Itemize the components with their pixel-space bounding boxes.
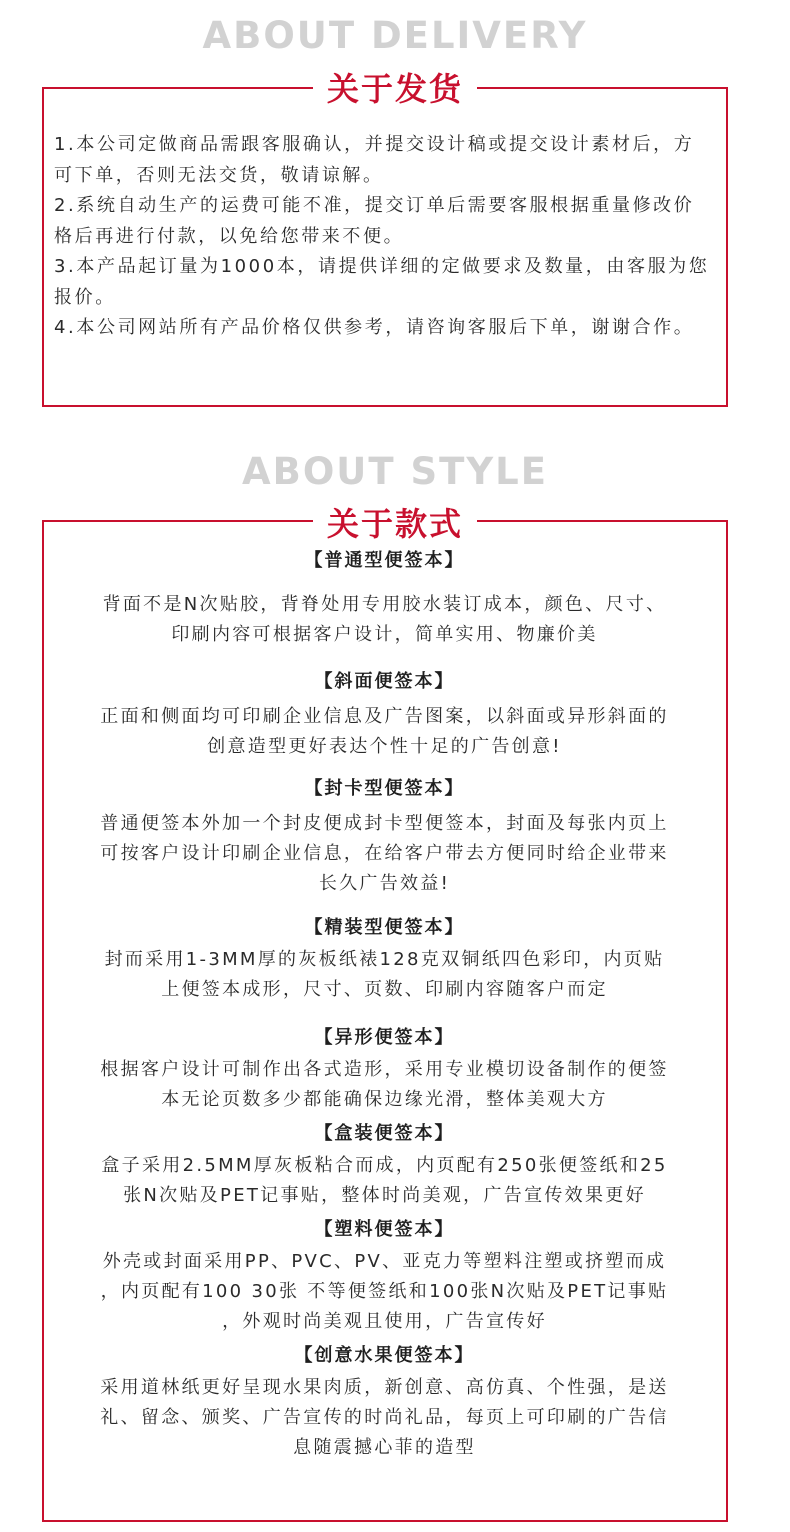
delivery-heading-cn: 关于发货 <box>313 64 477 110</box>
style-item-title: 【普通型便签本】 <box>304 550 465 571</box>
style-item <box>52 1215 717 1337</box>
style-item <box>52 546 717 650</box>
style-item <box>52 1341 717 1463</box>
delivery-item: 4.本公司网站所有产品价格仅供参考，请咨询客服后下单，谢谢合作。 <box>54 317 695 338</box>
style-item-body: 封而采用1-3MM厚的灰板纸裱128克双铜纸四色彩印，内页贴 上便签本成形，尺寸、页数、印刷内容随客户而定 <box>104 949 665 1000</box>
style-item-title: 【盒装便签本】 <box>314 1123 455 1144</box>
style-item-body: 普通便签本外加一个封皮便成封卡型便签本，封面及每张内页上 可按客户设计印刷企业信息，在给客户带去方便同时给企业带来 长久广告效益! <box>100 813 669 894</box>
style-item <box>52 774 717 899</box>
style-item-body: 外壳或封面采用PP、PVC、PV、亚克力等塑料注塑或挤塑而成 ，内页配有100 30张 不等便签纸和100张N次贴及PET记事贴 ，外观时尚美观且使用，广告宣传好 <box>100 1251 669 1332</box>
style-item-body: 背面不是N次贴胶，背脊处用专用胶水装订成本，颜色、尺寸、 印刷内容可根据客户设计，简单实用、物廉价美 <box>102 594 667 645</box>
delivery-item: 1.本公司定做商品需跟客服确认，并提交设计稿或提交设计素材后，方可下单，否则无法交货，敬请谅解。 <box>54 134 695 186</box>
style-item <box>52 667 717 762</box>
style-list <box>52 546 717 1463</box>
style-item <box>52 1119 717 1211</box>
delivery-item: 3.本产品起订量为1000本，请提供详细的定做要求及数量，由客服为您报价。 <box>54 256 710 308</box>
style-heading-cn: 关于款式 <box>313 499 477 545</box>
style-item-title: 【塑料便签本】 <box>314 1219 455 1240</box>
style-item-title: 【斜面便签本】 <box>314 671 455 692</box>
style-heading-en: ABOUT STYLE <box>242 450 548 493</box>
delivery-heading-cn-wrap <box>0 64 790 110</box>
style-item-title: 【创意水果便签本】 <box>294 1345 475 1366</box>
style-item-title: 【异形便签本】 <box>314 1027 455 1048</box>
style-item-body: 正面和侧面均可印刷企业信息及广告图案，以斜面或异形斜面的 创意造型更好表达个性十足的广告创意! <box>100 706 669 757</box>
style-item-title: 【精装型便签本】 <box>304 917 465 938</box>
delivery-item: 2.系统自动生产的运费可能不准，提交订单后需要客服根据重量修改价格后再进行付款，以免给您带来不便。 <box>54 195 695 247</box>
delivery-heading-en: ABOUT DELIVERY <box>202 14 588 57</box>
style-item-body: 根据客户设计可制作出各式造形，采用专业模切设备制作的便签 本无论页数多少都能确保边缘光滑，整体美观大方 <box>100 1059 669 1110</box>
style-item-title: 【封卡型便签本】 <box>304 778 465 799</box>
style-item-body: 盒子采用2.5MM厚灰板粘合而成，内页配有250张便签纸和25 张N次贴及PET记事贴，整体时尚美观，广告宣传效果更好 <box>101 1155 668 1206</box>
style-item <box>52 913 717 1005</box>
style-item-body: 采用道林纸更好呈现水果肉质，新创意、高仿真、个性强，是送 礼、留念、颁奖、广告宣传的时尚礼品，每页上可印刷的广告信 息随震撼心菲的造型 <box>100 1377 669 1458</box>
style-item <box>52 1023 717 1115</box>
style-heading-cn-wrap <box>0 499 790 545</box>
delivery-list <box>54 130 714 344</box>
